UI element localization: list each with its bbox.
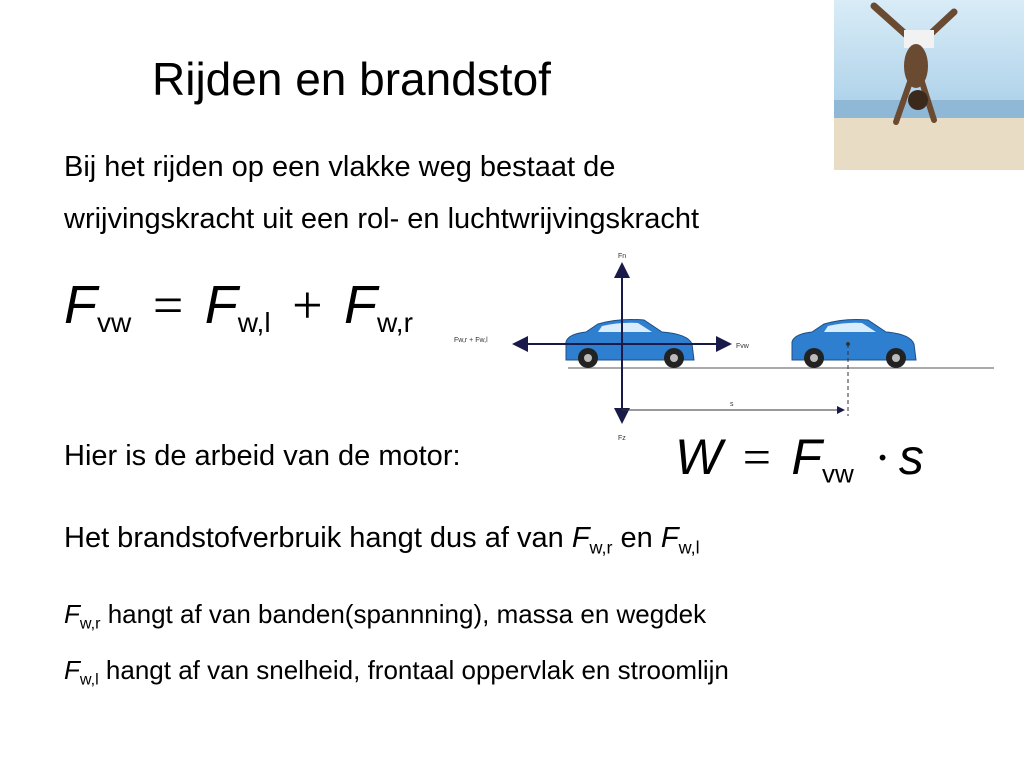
eq1-lhs-sub: vw [97,306,132,338]
eq1-term2-var: F [344,275,378,335]
wr-var: F [64,599,80,629]
verbruik-sub1: w,r [589,537,613,558]
eq2-f-sub: vw [821,458,854,489]
label-s: s [730,401,734,408]
intro-paragraph [64,141,699,245]
wr-text: hangt af van banden(spannning), massa en wegdek [100,599,707,629]
slide-title: Rijden en brandstof [152,53,551,105]
sand [834,118,1024,170]
wl-sub: w,l [79,670,99,689]
eq2-f-var: F [791,429,822,485]
eq1-plus: + [292,275,323,335]
verbruik-text: Het brandstofverbruik hangt dus af van [64,522,572,554]
verbruik-mid: en [612,522,661,554]
intro-line-1: Bij het rijden op een vlakke weg bestaat de [64,151,616,183]
label-fz: Fz [618,435,626,442]
wr-sub: w,r [79,614,101,633]
label-fn: Fn [618,253,627,260]
label-fvw: Fvw [736,343,749,350]
eq1-term1-var: F [204,275,238,335]
verbruik-var1: F [571,522,590,554]
eq2-dot: · [874,429,891,485]
line-air-resistance [64,652,729,698]
line-rolling-resistance [64,596,706,642]
equation-force-sum [64,270,413,358]
verbruik-line [64,518,700,567]
equation-work [675,425,924,505]
verbruik-var2: F [660,522,679,554]
eq1-term2-sub: w,r [377,306,413,338]
car-force-diagram [448,244,994,444]
wl-var: F [64,655,80,685]
arbeid-text: Hier is de arbeid van de motor: [64,440,461,472]
handstand-photo [834,0,1024,170]
verbruik-sub2: w,l [678,537,700,558]
eq1-term1-sub: w,l [237,306,271,338]
intro-line-2: wrijvingskracht uit een rol- en luchtwrijvingskracht [64,203,700,235]
eq2-equals: = [742,429,771,485]
eq1-equals: = [152,275,184,335]
handstand-illustration [834,0,1024,170]
wl-text: hangt af van snelheid, frontaal oppervlak en stroomlijn [98,655,729,685]
car-back-icon [792,320,916,369]
label-friction: Fw,r + Fw,l [454,337,488,344]
eq1-lhs-var: F [64,275,97,335]
eq2-s-var: s [898,429,924,485]
eq2-w-var: W [675,429,723,485]
